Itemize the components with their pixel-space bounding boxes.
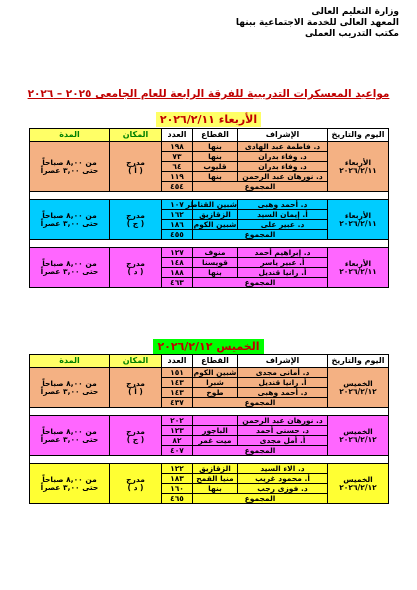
sector-cell: شبين القناطر xyxy=(185,199,237,209)
sector-cell: ميت غمر xyxy=(193,436,238,446)
supervisor-cell: د. أحمد وهبى xyxy=(238,200,328,210)
duration-cell xyxy=(30,200,110,240)
header-count: العدد xyxy=(162,129,193,142)
day-name: الخميس xyxy=(343,427,373,436)
duration-start: من ٨,٠٠ صباحاً xyxy=(42,427,97,436)
header-place: المكان xyxy=(110,355,162,368)
supervisor-cell: د. نورهان عبد الرحمن xyxy=(238,172,328,182)
count-cell: ١٤٣ xyxy=(162,378,193,388)
count-cell: ١٢٢ xyxy=(162,464,193,474)
sector-cell: شبين الكوم xyxy=(193,219,237,229)
date-value: ٢٠٢٦/٢/١٢ xyxy=(339,434,377,444)
sector-cell: بنها xyxy=(193,142,238,152)
sector-cell: الباجور xyxy=(193,426,238,436)
group-spacer xyxy=(30,456,389,464)
table-row xyxy=(30,416,389,426)
sector-cell: بنها xyxy=(193,172,238,182)
count-cell: ٦٤ xyxy=(162,162,193,172)
duration-end: حتى ٣,٠٠ عصراً xyxy=(40,266,99,276)
schedule-table-thursday xyxy=(29,354,389,504)
day-date-cell xyxy=(328,416,389,456)
count-cell: ٨٢ xyxy=(162,436,193,446)
header-day: اليوم والتاريخ xyxy=(328,129,389,142)
sector-cell: بنها xyxy=(193,268,238,278)
header-duration: المدة xyxy=(30,355,110,368)
sector-cell: بنها xyxy=(193,484,238,494)
day-title-wednesday xyxy=(0,113,417,126)
table-row xyxy=(30,464,389,474)
office-name: مكتب التدريب العملى xyxy=(304,29,399,39)
header-sector: القطاع xyxy=(193,129,238,142)
supervisor-cell: د. فوزى رجب xyxy=(238,484,328,494)
total-label: المجموع xyxy=(193,446,328,456)
supervisor-cell: د. الاء السيد xyxy=(238,464,328,474)
supervisor-cell: د. حسنى أحمد xyxy=(238,426,328,436)
duration-start: من ٨,٠٠ صباحاً xyxy=(42,475,97,484)
count-cell: ١٢٧ xyxy=(162,248,193,258)
main-title: مواعيد المعسكرات التدريبية للفرقة الرابعة للعام الجامعى ٢٠٢٥ – ٢٠٢٦ xyxy=(27,88,390,100)
day-name: الخميس xyxy=(343,379,373,388)
supervisor-cell: د. نورهان عبد الرحمن xyxy=(238,416,328,426)
place-name: مدرج xyxy=(126,259,145,268)
place-name: مدرج xyxy=(126,211,145,220)
place-name: مدرج xyxy=(126,158,145,167)
group-spacer xyxy=(30,240,389,248)
duration-end: حتى ٣,٠٠ عصراً xyxy=(40,218,99,228)
place-name: مدرج xyxy=(126,475,145,484)
group-spacer xyxy=(30,192,389,200)
total-label: المجموع xyxy=(193,182,328,192)
sector-cell: الزقازيق xyxy=(193,464,238,474)
count-cell: ١٠٧ xyxy=(162,200,193,210)
duration-start: من ٨,٠٠ صباحاً xyxy=(42,211,97,220)
place-name: مدرج xyxy=(126,427,145,436)
duration-cell xyxy=(30,416,110,456)
sector-cell xyxy=(193,416,238,426)
total-value: ٤٥٤ xyxy=(162,182,193,192)
count-cell: ٧٣ xyxy=(162,152,193,162)
header-row xyxy=(30,129,389,142)
supervisor-cell: د. أمانى مجدى xyxy=(238,368,328,378)
count-cell: ١٨٣ xyxy=(162,474,193,484)
duration-cell xyxy=(30,464,110,504)
supervisor-cell: د. أحمد وهبى xyxy=(238,388,328,398)
sector-cell: منوف xyxy=(193,248,238,258)
total-value: ٤٦٥ xyxy=(162,494,193,504)
header-sector: القطاع xyxy=(193,355,238,368)
header-day: اليوم والتاريخ xyxy=(328,355,389,368)
sector-cell: شبين الكوم xyxy=(193,367,237,377)
count-cell: ١٦٠ xyxy=(162,484,193,494)
supervisor-cell: أ. رانيا قنديل xyxy=(238,378,328,388)
duration-end: حتى ٣,٠٠ عصراً xyxy=(40,482,99,492)
date-value: ٢٠٢٦/٢/١١ xyxy=(339,266,377,276)
count-cell: ١٩٨ xyxy=(162,142,193,152)
date-value: ٢٠٢٦/٢/١٢ xyxy=(339,386,377,396)
supervisor-cell: د. وفاء بدران xyxy=(238,162,328,172)
day-date-cell xyxy=(328,368,389,408)
count-cell: ١٤٨ xyxy=(162,258,193,268)
group-spacer xyxy=(30,408,389,416)
supervisor-cell: أ. أمل مجدى xyxy=(238,436,328,446)
supervisor-cell: د. عبير على xyxy=(238,220,328,230)
day-name: الخميس xyxy=(343,475,373,484)
day-name: الأربعاء xyxy=(344,158,372,167)
total-value: ٤٥٥ xyxy=(162,230,193,240)
day-name: الأربعاء xyxy=(344,259,372,268)
duration-cell xyxy=(30,142,110,192)
sector-cell: منيا القمح xyxy=(193,474,238,484)
supervisor-cell: أ. محمود غريب xyxy=(238,474,328,484)
institution-header xyxy=(236,7,399,40)
place-cell xyxy=(110,416,162,456)
supervisor-cell: أ. رانيا قنديل xyxy=(238,268,328,278)
duration-start: من ٨,٠٠ صباحاً xyxy=(42,379,97,388)
place-code: ( د ) xyxy=(127,482,144,492)
place-cell xyxy=(110,142,162,192)
count-cell: ١١٩ xyxy=(162,172,193,182)
count-cell: ١٦٢ xyxy=(162,210,193,220)
total-value: ٤٠٧ xyxy=(162,446,193,456)
day-title-text: الأربعاء ٢٠٢٦/٢/١١ xyxy=(156,112,261,127)
total-label: المجموع xyxy=(193,278,328,288)
day-title-text: الخميس ٢٠٢٦/٢/١٢ xyxy=(153,339,263,354)
total-value: ٤٦٣ xyxy=(162,278,193,288)
supervisor-cell: أ. عبير ياسر xyxy=(238,258,328,268)
table-row xyxy=(30,200,389,210)
day-title-thursday xyxy=(0,340,417,353)
day-date-cell xyxy=(328,142,389,192)
duration-end: حتى ٣,٠٠ عصراً xyxy=(40,434,99,444)
duration-end: حتى ٣,٠٠ عصراً xyxy=(40,386,99,396)
duration-cell xyxy=(30,368,110,408)
supervisor-cell: د. وفاء بدران xyxy=(238,152,328,162)
total-label: المجموع xyxy=(193,398,328,408)
count-cell: ١٢٣ xyxy=(162,426,193,436)
total-value: ٤٣٧ xyxy=(162,398,193,408)
date-value: ٢٠٢٦/٢/١٢ xyxy=(339,482,377,492)
table-row xyxy=(30,368,389,378)
sector-cell: قويسنا xyxy=(193,258,238,268)
count-cell: ١٥١ xyxy=(162,368,193,378)
count-cell: ١٨٨ xyxy=(162,268,193,278)
place-code: ( د ) xyxy=(127,266,144,276)
supervisor-cell: د. فاطمة عبد الهادى xyxy=(238,142,328,152)
place-code: ( أ ) xyxy=(128,165,143,175)
supervisor-cell: د. إبراهيم أحمد xyxy=(238,248,328,258)
sector-cell: شبرا xyxy=(193,378,238,388)
place-cell xyxy=(110,200,162,240)
duration-cell xyxy=(30,248,110,288)
day-name: الأربعاء xyxy=(344,211,372,220)
sector-cell: بنها xyxy=(193,152,238,162)
place-cell xyxy=(110,248,162,288)
count-cell: ١٤٣ xyxy=(162,388,193,398)
place-code: ( ج ) xyxy=(126,218,145,228)
count-cell: ٢٠٢ xyxy=(162,416,193,426)
table-row xyxy=(30,142,389,152)
date-value: ٢٠٢٦/٢/١١ xyxy=(339,165,377,175)
duration-start: من ٨,٠٠ صباحاً xyxy=(42,158,97,167)
place-cell xyxy=(110,368,162,408)
schedule-table-wednesday xyxy=(29,128,389,288)
header-duration: المدة xyxy=(30,129,110,142)
institute-name: المعهد العالى للخدمة الاجتماعية ببنها xyxy=(235,18,399,28)
place-cell xyxy=(110,464,162,504)
header-count: العدد xyxy=(162,355,193,368)
sector-cell: طوخ xyxy=(193,388,238,398)
day-date-cell xyxy=(328,200,389,240)
header-supervisor: الإشراف xyxy=(238,129,328,142)
place-code: ( أ ) xyxy=(128,386,143,396)
day-date-cell xyxy=(328,464,389,504)
count-cell: ١٨٦ xyxy=(162,220,193,230)
day-date-cell xyxy=(328,248,389,288)
ministry-name: وزارة التعليم العالى xyxy=(311,7,399,17)
place-code: ( ج ) xyxy=(126,434,145,444)
place-name: مدرج xyxy=(126,379,145,388)
total-label: المجموع xyxy=(193,494,328,504)
supervisor-cell: أ. إيمان السيد xyxy=(238,210,328,220)
sector-cell: الزقازيق xyxy=(193,210,238,220)
table-row xyxy=(30,248,389,258)
header-row xyxy=(30,355,389,368)
sector-cell: قليوب xyxy=(193,162,238,172)
date-value: ٢٠٢٦/٢/١١ xyxy=(339,218,377,228)
header-place: المكان xyxy=(110,129,162,142)
total-label: المجموع xyxy=(193,230,328,240)
duration-end: حتى ٣,٠٠ عصراً xyxy=(40,165,99,175)
duration-start: من ٨,٠٠ صباحاً xyxy=(42,259,97,268)
header-supervisor: الإشراف xyxy=(238,355,328,368)
